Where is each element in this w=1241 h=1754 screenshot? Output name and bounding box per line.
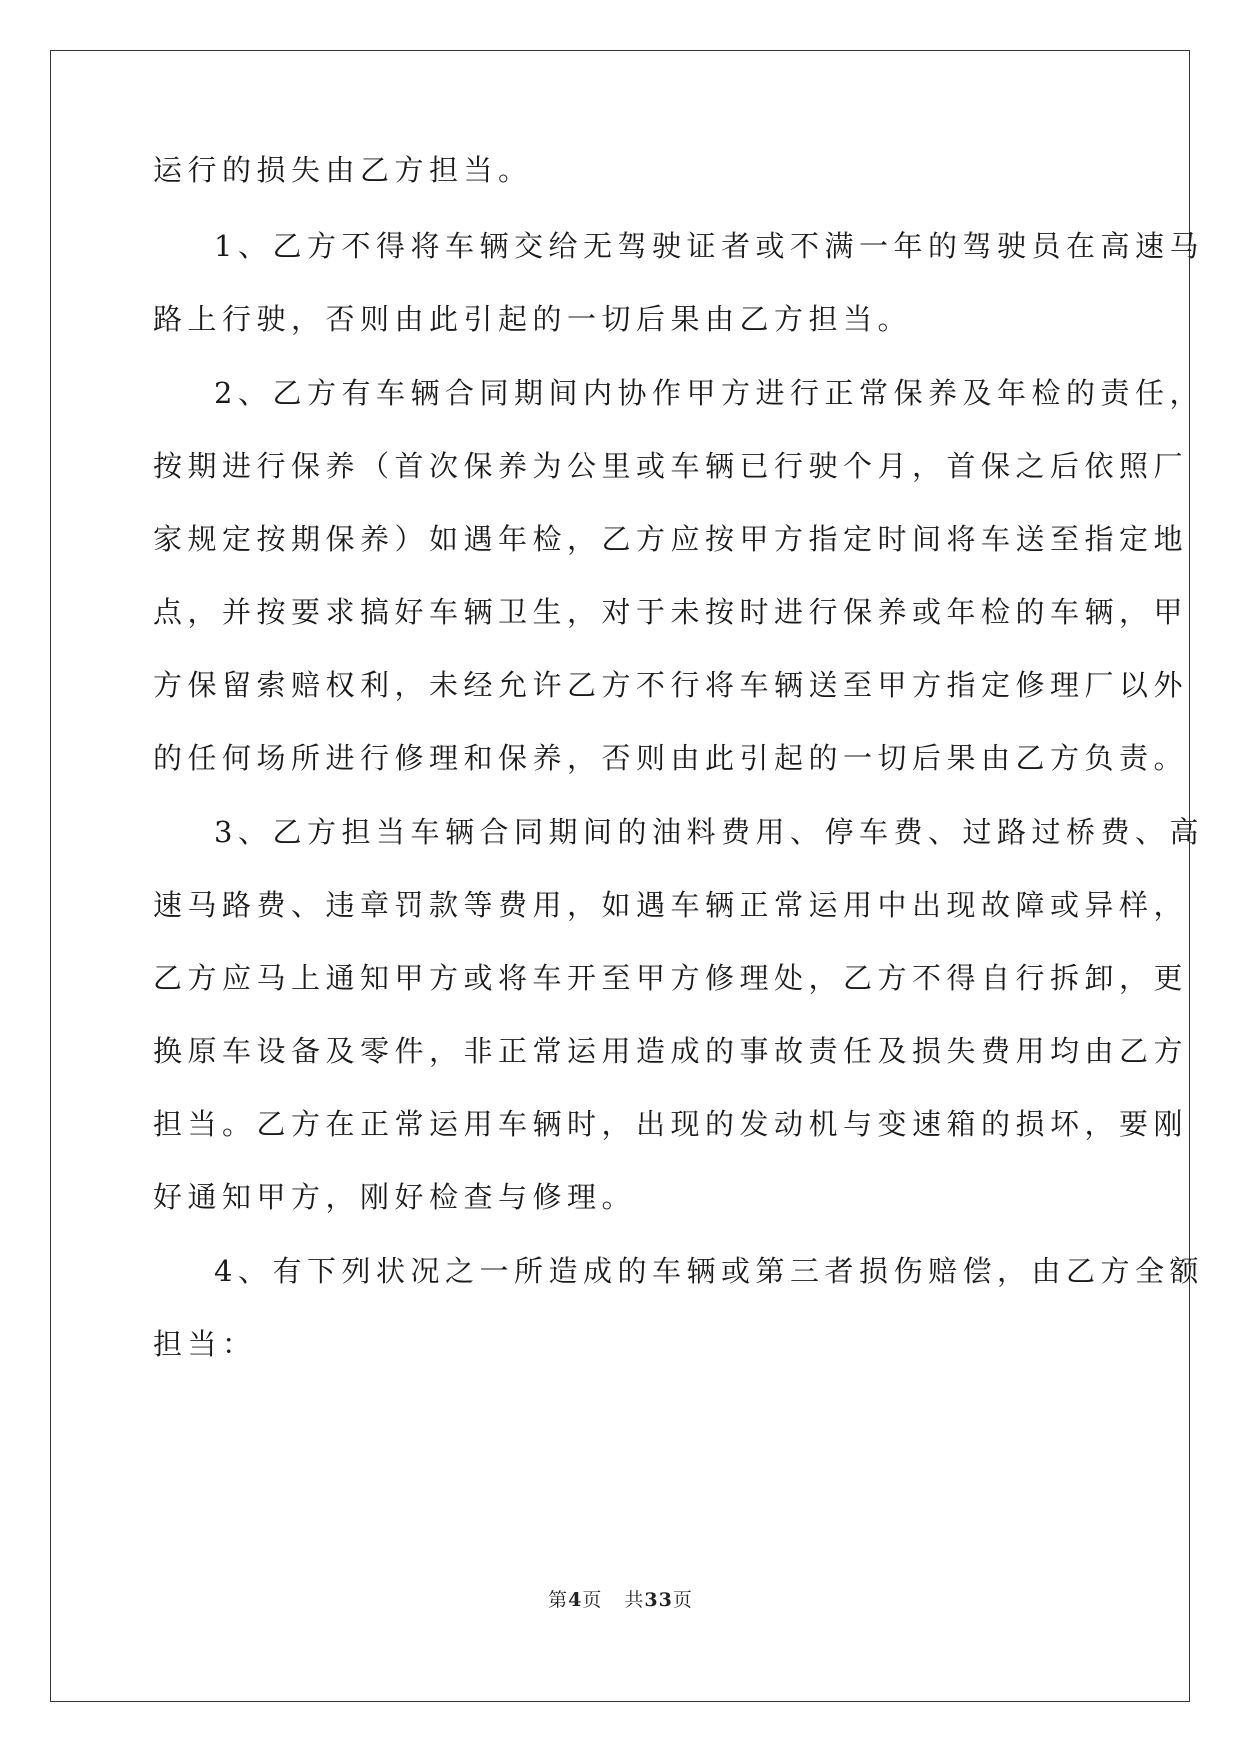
text-line: 2、乙方有车辆合同期间内协作甲方进行正常保养及年检的责任， bbox=[214, 376, 1204, 410]
text-line: 运行的损失由乙方担当。 bbox=[153, 153, 533, 187]
text-line: 按期进行保养（首次保养为公里或车辆已行驶个月，首保之后依照厂 bbox=[153, 449, 1189, 483]
text-line: 好通知甲方，刚好检查与修理。 bbox=[153, 1180, 637, 1214]
text-line: 乙方应马上通知甲方或将车开至甲方修理处，乙方不得自行拆卸，更 bbox=[153, 961, 1189, 995]
current-page-number: 4 bbox=[568, 1589, 583, 1611]
text-line: 点，并按要求搞好车辆卫生，对于未按时进行保养或年检的车辆，甲 bbox=[153, 595, 1189, 629]
text-line: 4、有下列状况之一所造成的车辆或第三者损伤赔偿，由乙方全额 bbox=[214, 1254, 1204, 1288]
text-line: 换原车设备及零件，非正常运用造成的事故责任及损失费用均由乙方 bbox=[153, 1034, 1189, 1068]
page-footer bbox=[0, 1588, 1241, 1612]
text-line: 路上行驶，否则由此引起的一切后果由乙方担当。 bbox=[153, 302, 913, 336]
page-border bbox=[50, 50, 1190, 1702]
text-line: 担当。乙方在正常运用车辆时，出现的发动机与变速箱的损坏，要刚 bbox=[153, 1107, 1189, 1141]
text-line: 1、乙方不得将车辆交给无驾驶证者或不满一年的驾驶员在高速马 bbox=[214, 229, 1204, 263]
text-line: 家规定按期保养）如遇年检，乙方应按甲方指定时间将车送至指定地 bbox=[153, 522, 1189, 556]
total-page-number: 33 bbox=[644, 1589, 673, 1611]
text-line: 速马路费、违章罚款等费用，如遇车辆正常运用中出现故障或异样， bbox=[153, 888, 1189, 922]
text-line: 担当： bbox=[153, 1327, 257, 1361]
footer-suffix: 页 bbox=[672, 1589, 693, 1611]
text-line: 方保留索赔权利，未经允许乙方不行将车辆送至甲方指定修理厂以外 bbox=[153, 668, 1189, 702]
footer-total-prefix: 共 bbox=[624, 1589, 645, 1611]
text-line: 的任何场所进行修理和保养，否则由此引起的一切后果由乙方负责。 bbox=[153, 741, 1189, 775]
text-line: 3、乙方担当车辆合同期间的油料费用、停车费、过路过桥费、高 bbox=[214, 815, 1204, 849]
footer-prefix: 第 bbox=[548, 1589, 569, 1611]
footer-page-unit: 页 bbox=[582, 1589, 603, 1611]
